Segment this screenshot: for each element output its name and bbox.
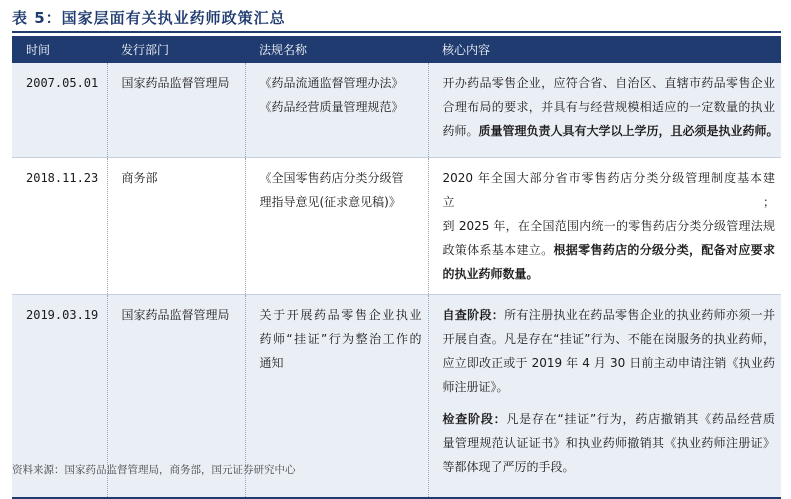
content-line: 开展自查。凡是存在“挂证”行为、不能在岗服务的执业药师， [442, 332, 775, 346]
regulation-line: 理指导意见(征求意见稿)》 [259, 195, 401, 209]
highlight-text: 的执业药师数量。 [442, 267, 539, 281]
source-note: 资料来源：国家药品监督管理局，商务部，国元证券研究中心 [12, 464, 296, 476]
highlight-text: 根据零售药店的分级分类，配备对应要求 [553, 243, 775, 257]
content-line: 2020 年全国大部分省市零售药店分类分级管理制度基本建立； [442, 171, 775, 209]
title-rule [12, 31, 781, 33]
table-title: 表 5：国家层面有关执业药师政策汇总 [12, 9, 286, 27]
content-line: 师注册证》。 [442, 380, 509, 394]
regulation-line: 《药品流通监督管理办法》 [259, 76, 404, 90]
header-regulation: 法规名称 [245, 36, 428, 63]
cell-date: 2019.03.19 [12, 295, 107, 499]
content-line: 应立即改正或于 2019 年 4 月 30 日前主动申请注销《执业药 [442, 356, 775, 370]
content-line: 等都体现了严厉的手段。 [442, 460, 575, 474]
phase-label: 检查阶段： [442, 412, 507, 426]
highlight-text: 质量管理负责人具有大学以上学历，且必须是执业药师。 [478, 124, 779, 138]
content-line: 量管理规范认证证书》和执业药师撤销其《执业药师注册证》 [442, 436, 775, 450]
content-line: 政策体系基本建立。根据零售药店的分级分类，配备对应要求 [442, 243, 775, 257]
cell-date: 2018.11.23 [12, 158, 107, 295]
regulation-line: 关于开展药品零售企业执业 [259, 308, 422, 322]
content-line: 合理布局的要求，并具有与经营规模相适应的一定数量的执业 [442, 100, 775, 114]
policy-table [12, 36, 781, 499]
content-line: 开办药品零售企业，应符合省、自治区、直辖市药品零售企业 [442, 76, 775, 90]
header-date: 时间 [12, 36, 107, 63]
cell-core-content [428, 63, 781, 158]
cell-regulation [245, 158, 428, 295]
cell-department: 国家药品监督管理局 [107, 63, 245, 158]
cell-department: 国家药品监督管理局 [107, 295, 245, 499]
phase-label: 自查阶段： [442, 308, 505, 322]
header-core-content: 核心内容 [428, 36, 781, 63]
content-line: 药师。质量管理负责人具有大学以上学历，且必须是执业药师。 [442, 124, 779, 138]
table-row [12, 63, 781, 158]
content-line: 自查阶段：所有注册执业在药品零售企业的执业药师亦须一并 [442, 308, 775, 322]
cell-core-content [428, 158, 781, 295]
content-line [443, 262, 776, 286]
regulation-line: 《全国零售药店分类分级管 [259, 171, 404, 185]
header-department: 发行部门 [107, 36, 245, 63]
cell-regulation [245, 63, 428, 158]
regulation-line: 药师“挂证”行为整治工作的 [259, 332, 422, 346]
regulation-line: 《药品经营质量管理规范》 [259, 100, 404, 114]
cell-date: 2007.05.01 [12, 63, 107, 158]
content-line: 到 2025 年，在全国范围内统一的零售药店分类分级管理法规 [442, 219, 775, 233]
cell-core-content [428, 295, 781, 499]
table-header-row [12, 36, 781, 63]
content-line: 检查阶段：凡是存在“挂证”行为，药店撤销其《药品经营质 [442, 412, 775, 426]
table-row [12, 158, 781, 295]
regulation-line: 通知 [259, 356, 284, 370]
cell-department: 商务部 [107, 158, 245, 295]
